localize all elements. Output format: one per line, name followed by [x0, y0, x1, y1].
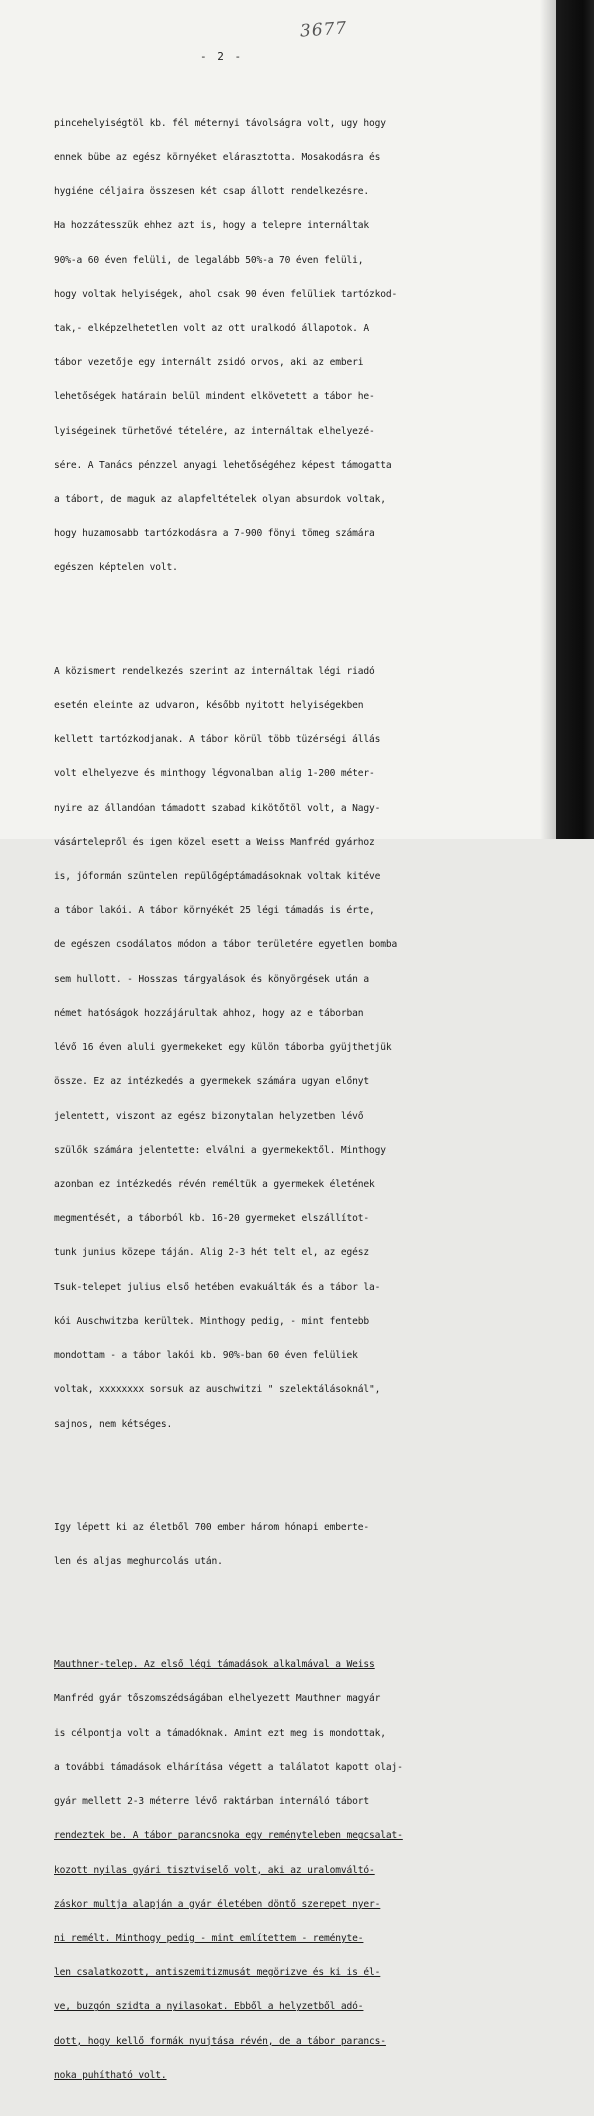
text-line: vásártelepről és igen közel esett a Weiss Manfréd gyárhoz — [54, 836, 375, 848]
paragraph-mauthner-camp — [54, 1636, 554, 2104]
text-line: lévő 16 éven aluli gyermekeket egy külön táborba gyüjthetjük — [54, 1042, 392, 1054]
text-line: hygiéne céljaira összesen két csap állott rendelkezésre. — [54, 186, 370, 198]
text-line: Ha hozzátesszük ehhez azt is, hogy a telepre internáltak — [54, 220, 370, 232]
text-line: a tábort, de maguk az alapfeltételek olyan absurdok voltak, — [54, 494, 386, 506]
text-line: pincehelyiségtöl kb. fél méternyi távolságra volt, ugy hogy — [54, 117, 386, 129]
text-line: ve, buzgón szidta a nyilasokat. Ebből a helyzetből adó- — [54, 2001, 364, 2013]
scan-binding-edge — [556, 0, 594, 839]
text-line: a tábor lakói. A tábor környékét 25 légi támadás is érte, — [54, 905, 375, 917]
text-line: német hatóságok hozzájárultak ahhoz, hogy az e táborban — [54, 1007, 364, 1019]
paragraph-sanitation — [54, 95, 554, 597]
text-line: mondottam - a tábor lakói kb. 90%-ban 60 éven felüliek — [54, 1350, 358, 1362]
text-line: azonban ez intézkedés révén reméltük a gyermekek életének — [54, 1179, 375, 1190]
page-number: - 2 - — [200, 50, 244, 63]
text-line: egészen képtelen volt. — [54, 562, 178, 574]
text-line: ennek bübe az egész környéket elárasztotta. Mosakodásra és — [54, 151, 381, 163]
archive-number: 3677 — [299, 18, 348, 42]
text-line: nyire az állandóan támadott szabad kikötőtöl volt, a Nagy- — [54, 802, 381, 814]
text-line: tunk junius közepe táján. Alig 2-3 hét telt el, az egész — [54, 1247, 370, 1259]
text-line: dott, hogy kellő formák nyujtása révén, de a tábor parancs- — [54, 2035, 386, 2047]
paragraph-air-raids — [54, 643, 554, 1453]
text-line: lehetőségek határain belül mindent elkövetett a tábor he- — [54, 391, 375, 403]
text-line: össze. Ez az intézkedés a gyermekek számára ugyan előnyt — [54, 1076, 370, 1088]
text-line: is célpontja volt a támadóknak. Amint ezt meg is mondottak, — [54, 1727, 386, 1739]
text-line: kozott nyilas gyári tisztviselő volt, aki az uralomváltó- — [54, 1864, 375, 1876]
text-line: Tsuk-telepet julius első hetében evakuálták és a tábor la- — [54, 1281, 381, 1293]
text-line: esetén eleinte az udvaron, később nyitott helyiségekben — [54, 699, 364, 711]
text-line: tak,- elképzelhetetlen volt az ott uralkodó állapotok. A — [54, 322, 370, 334]
text-line: megmentését, a táborból kb. 16-20 gyermeket elszállítot- — [54, 1213, 370, 1225]
text-line: A közismert rendelkezés szerint az internáltak légi riadó — [54, 665, 375, 677]
typed-text-body — [54, 72, 554, 2116]
text-line: is, jóformán szüntelen repülőgéptámadásoknak voltak kitéve — [54, 871, 381, 883]
text-line: Mauthner-telep. Az első légi támadások alkalmával a Weiss — [54, 1659, 375, 1671]
text-line: 90%-a 60 éven felüli, de legalább 50%-a 70 éven felüli, — [54, 254, 364, 266]
text-line: len és aljas meghurcolás után. — [54, 1556, 223, 1567]
text-line: noka puhítható volt. — [54, 2069, 167, 2081]
text-line: Manfréd gyár tőszomszédságában elhelyezett Mauthner magyár — [54, 1693, 381, 1705]
text-line: sajnos, nem kétséges. — [54, 1418, 173, 1430]
text-line: záskor multja alapján a gyár életében döntő szerepet nyer- — [54, 1898, 381, 1910]
text-line: lyiségeinek türhetővé tételére, az internáltak elhelyezé- — [54, 425, 375, 437]
text-line: sére. A Tanács pénzzel anyagi lehetőségéhez képest támogatta — [54, 459, 392, 471]
text-line: kói Auschwitzba kerültek. Minthogy pedig, - mint fentebb — [54, 1315, 370, 1327]
paragraph-conclusion — [54, 1499, 554, 1590]
text-line: sem hullott. - Hosszas tárgyalások és könyörgések után a — [54, 973, 370, 985]
text-line: gyár mellett 2-3 méterre lévő raktárban internáló tábort — [54, 1796, 370, 1808]
text-line: voltak, xxxxxxxx sorsuk az auschwitzi " szelektálásoknál", — [54, 1384, 381, 1396]
text-line: szülők számára jelentette: elválni a gyermekektől. Minthogy — [54, 1144, 386, 1156]
text-line: kellett tartózkodjanak. A tábor körül több tüzérségi állás — [54, 734, 381, 746]
text-line: de egészen csodálatos módon a tábor területére egyetlen bomba — [54, 939, 398, 951]
text-line: tábor vezetője egy internált zsidó orvos, aki az emberi — [54, 357, 364, 369]
text-line: hogy voltak helyiségek, ahol csak 90 éven felüliek tartózkod- — [54, 288, 398, 300]
text-line: jelentett, viszont az egész bizonytalan helyzetben lévő — [54, 1110, 364, 1122]
text-line: len csalatkozott, antiszemitizmusát megörizve és ki is él- — [54, 1967, 381, 1979]
text-line: hogy huzamosabb tartózkodásra a 7-900 fönyi tömeg számára — [54, 528, 375, 540]
text-line: Igy lépett ki az életből 700 ember három hónapi emberte- — [54, 1521, 370, 1533]
text-line: rendeztek be. A tábor parancsnoka egy reményteleben megcsalat- — [54, 1830, 403, 1842]
text-line: volt elhelyezve és minthogy légvonalban alig 1-200 méter- — [54, 768, 375, 780]
text-line: ni remélt. Minthogy pedig - mint említettem - reményte- — [54, 1933, 364, 1944]
text-line: a további támadások elhárítása végett a találatot kapott olaj- — [54, 1761, 403, 1773]
